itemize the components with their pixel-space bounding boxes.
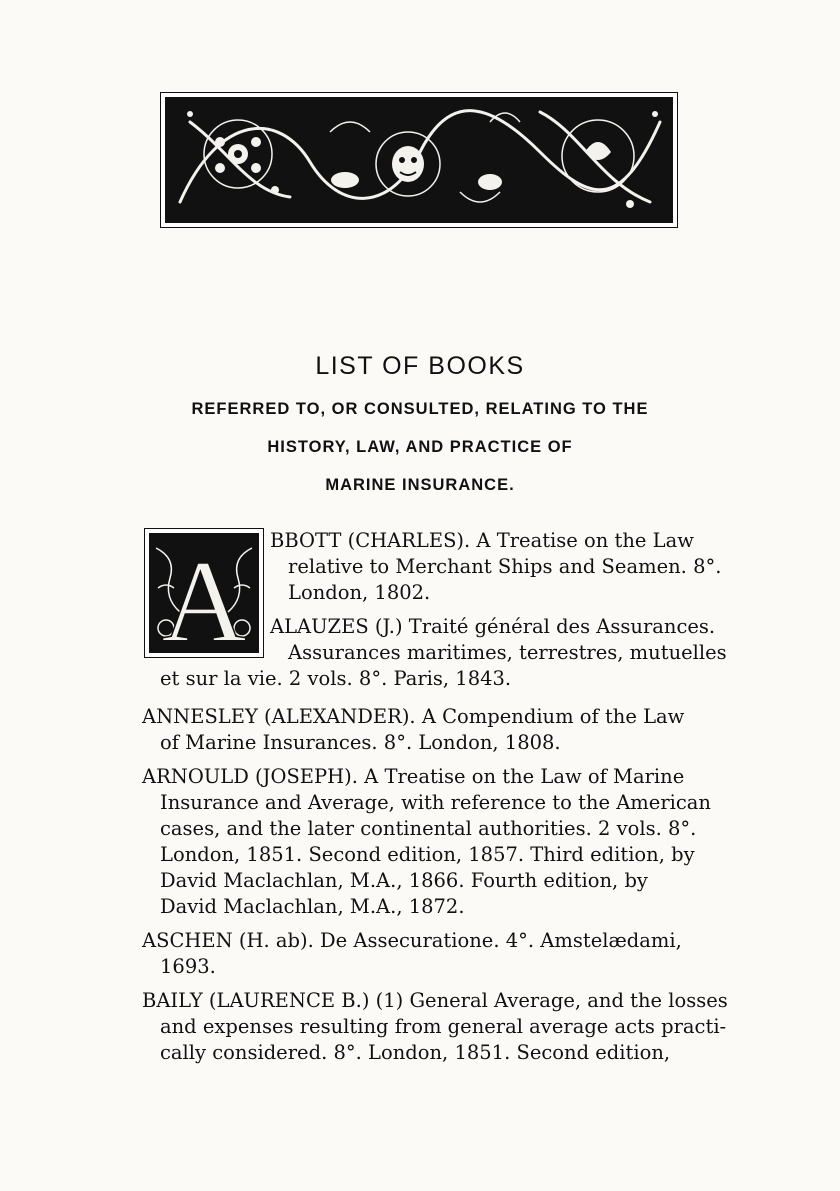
- entry-alauzes-line-3: et sur la vie. 2 vols. 8°. Paris, 1843.: [160, 667, 512, 690]
- entry-alauzes-line-1: ALAUZES (J.) Traité général des Assurances.: [270, 615, 716, 638]
- entry-abbott-line-3: London, 1802.: [288, 581, 431, 604]
- ornamental-banner: [160, 92, 678, 228]
- entry-baily-line-3: cally considered. 8°. London, 1851. Second edition,: [160, 1041, 671, 1064]
- drop-cap-letter: A: [161, 536, 247, 658]
- entry-arnould-line-1: ARNOULD (JOSEPH). A Treatise on the Law of Marine: [142, 765, 685, 788]
- entry-alauzes-line-2: Assurances maritimes, terrestres, mutuelles: [288, 641, 727, 664]
- page-title: LIST OF BOOKS: [315, 352, 525, 380]
- entry-arnould-line-5: David Maclachlan, M.A., 1866. Fourth edition, by: [160, 869, 648, 892]
- subtitle-line-2: HISTORY, LAW, AND PRACTICE OF: [267, 438, 573, 456]
- entry-arnould-line-6: David Maclachlan, M.A., 1872.: [160, 895, 465, 918]
- subtitle-line-3: MARINE INSURANCE.: [325, 476, 515, 494]
- entry-annesley-line-2: of Marine Insurances. 8°. London, 1808.: [160, 731, 561, 754]
- entry-arnould-line-3: cases, and the later continental authorities. 2 vols. 8°.: [160, 817, 697, 840]
- subtitle-line-1: REFERRED TO, OR CONSULTED, RELATING TO THE: [191, 400, 649, 418]
- entry-arnould-line-2: Insurance and Average, with reference to the American: [160, 791, 711, 814]
- entry-aschen-line-2: 1693.: [160, 955, 216, 978]
- drop-cap-ornament: [144, 528, 264, 658]
- entry-baily-line-1: BAILY (LAURENCE B.) (1) General Average, and the losses: [142, 989, 728, 1012]
- entry-baily-line-2: and expenses resulting from general average acts practi-: [160, 1015, 727, 1038]
- entry-annesley-line-1: ANNESLEY (ALEXANDER). A Compendium of the Law: [142, 705, 685, 728]
- entry-abbott-line-1: BBOTT (CHARLES). A Treatise on the Law: [270, 529, 694, 552]
- entry-abbott-line-2: relative to Merchant Ships and Seamen. 8°.: [288, 555, 722, 578]
- entry-aschen-line-1: ASCHEN (H. ab). De Assecuratione. 4°. Amstelædami,: [142, 929, 682, 952]
- entry-arnould-line-4: London, 1851. Second edition, 1857. Third edition, by: [160, 843, 695, 866]
